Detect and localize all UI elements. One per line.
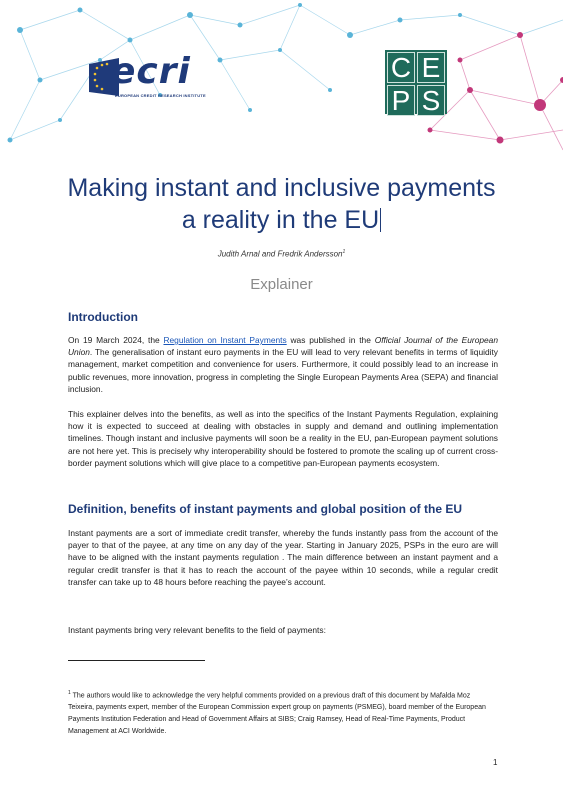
footnote [68, 688, 498, 738]
ceps-logo [385, 50, 447, 114]
intro-p1-pre: On 19 March 2024, the [68, 335, 164, 345]
document-title [0, 172, 563, 236]
intro-p1-mid: was published in the [286, 335, 375, 345]
intro-p1-journal: Official Journal of the European Union [68, 335, 499, 358]
regulation-link[interactable]: Regulation on Instant Payments [163, 335, 287, 345]
ecri-wordmark: ecri [111, 51, 191, 92]
section-heading-definition: Definition, benefits of instant payments and global position of the EU [68, 502, 463, 516]
title-line-2: a reality in the EU [181, 206, 380, 234]
intro-paragraph-1 [68, 334, 498, 395]
document-subtitle: Explainer [250, 276, 313, 293]
definition-paragraph-1: Instant payments are a sort of immediate credit transfer, whereby the funds instantly pass from the account of the payer to that of the payee, at any time on any day of the year. Starting in January 2025, PSPs in the euro are will have to be aligned with the instant payments regulation . The main difference between an instant payment and a regular credit transfer is that it has to reach the account of the payee within 10 seconds, while a regular credit transfer can take up to 48 hours before reaching the payee’s account. [68, 528, 498, 587]
definition-paragraph-2: Instant payments bring very relevant benefits to the field of payments: [68, 625, 326, 635]
author-footnote-mark[interactable]: 1 [342, 249, 346, 255]
section-heading-introduction: Introduction [68, 310, 138, 324]
footnote-separator [68, 660, 205, 661]
ceps-letter: S [417, 85, 445, 116]
network-background-graphic [0, 0, 563, 170]
footnote-mark: 1 [68, 690, 71, 696]
ceps-letter: P [387, 85, 415, 116]
footnote-text: The authors would like to acknowledge the very helpful comments provided on a previous draft of this document by Mafalda Moz Teixeira, payments expert, member of the European Commission expert group on payments (PSMEG), board member of the European Payments Institution Federation and Head of Government Affairs at SIBS; Craig Ramsey, Head of Real-Time Payments, Product Management at ACI Worldwide. [68, 692, 486, 735]
authors-line [0, 249, 563, 259]
ecri-logo [89, 51, 206, 102]
intro-p1-post: . The generalisation of instant euro payments in the EU will lead to very relevant benefits in terms of liquidity management, market competition and convenience for users. Furthermore, it could possibly lead to an increase in public revenues, more innovation, progress in completing the Single European Payments Area (SEPA) and financial inclusion. [68, 347, 498, 394]
ecri-subtitle: EUROPEAN CREDIT RESEARCH INSTITUTE [115, 93, 206, 98]
intro-paragraph-2: This explainer delves into the benefits, as well as into the specifics of the Instant Payments Regulation, explaining how it is expected to succeed at dealing with obstacles in supply and demand and outlining implementation timelines. Though instant and inclusive payments will soon be a reality in the EU, pan-European payment solutions are not here yet. This is precisely why interoperability should be fostered to promote the scaling up of current cross-border payment solutions which will give place to a competitive pan-European payments ecosystem. [68, 409, 498, 468]
text-cursor [380, 208, 381, 232]
ceps-letter: C [387, 52, 415, 83]
title-line-2-wrap [0, 204, 563, 236]
ceps-letter: E [417, 52, 445, 83]
author-names: Judith Arnal and Fredrik Andersson [217, 249, 343, 259]
page-number: 1 [493, 758, 498, 767]
title-line-1: Making instant and inclusive payments [67, 174, 496, 202]
